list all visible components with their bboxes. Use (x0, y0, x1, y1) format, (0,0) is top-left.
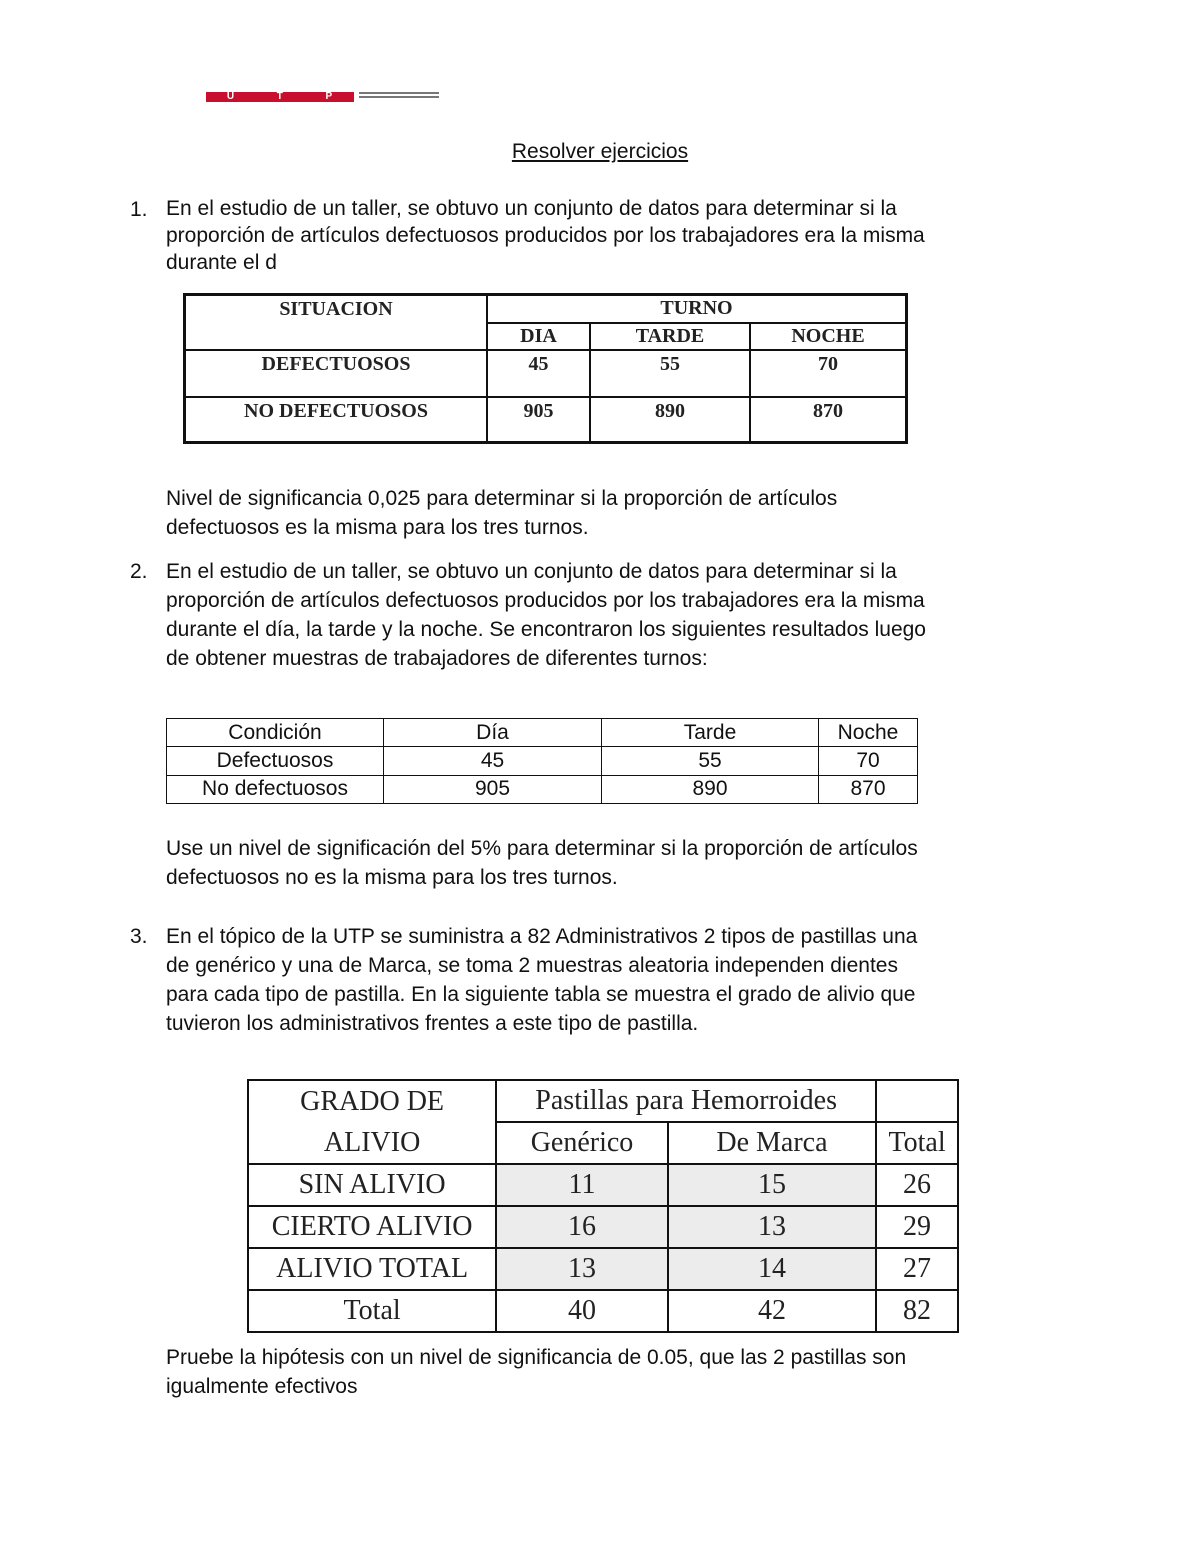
cell-value: 13 (668, 1206, 876, 1248)
cell-value: 15 (668, 1164, 876, 1206)
header-total: Total (876, 1122, 958, 1164)
exercise-3-instruction: Pruebe la hipótesis con un nivel de significancia de 0.05, que las 2 pastillas son igualmente efectivos (166, 1346, 907, 1398)
exercise-1-instruction: Nivel de significancia 0,025 para determinar si la proporción de artículos defectuosos es la misma para los tres turnos. (166, 487, 838, 539)
cell-value: 45 (384, 747, 602, 775)
exercise-3-text: En el tópico de la UTP se suministra a 82 Administrativos 2 tipos de pastillas una de genérico y una de Marca, se toma 2 muestras aleatoria independen dientes para cada tipo de pastilla. En la siguiente tabla se muestra el grado de alivio que tuvieron los administrativos frentes a este tipo de pastilla. (166, 925, 918, 1035)
exercise-1-number: 1. (130, 198, 148, 221)
logo-tagline (359, 92, 439, 100)
cell-value: 905 (487, 397, 590, 443)
header-situacion: SITUACION (185, 295, 488, 350)
cell-value: 11 (496, 1164, 668, 1206)
exercise-2-instruction: Use un nivel de significación del 5% para determinar si la proporción de artículos defectuosos no es la misma para los tres turnos. (166, 837, 918, 889)
cell-value: 905 (384, 775, 602, 803)
cell-value: 890 (602, 775, 819, 803)
exercise-2-table (166, 718, 918, 804)
cell-value: 27 (876, 1248, 958, 1290)
header-tarde: Tarde (602, 719, 819, 747)
header-noche: NOCHE (750, 323, 907, 350)
cell-value: 42 (668, 1290, 876, 1332)
header-turno: TURNO (487, 295, 907, 323)
cell-value: 16 (496, 1206, 668, 1248)
exercise-1-table (183, 293, 908, 444)
logo-letter: T (276, 91, 284, 102)
cell-value: 45 (487, 350, 590, 397)
cell-value: 55 (590, 350, 750, 397)
header-noche: Noche (819, 719, 918, 747)
cell-value: 870 (819, 775, 918, 803)
header-pastillas: Pastillas para Hemorroides (496, 1080, 876, 1122)
header-de-marca: De Marca (668, 1122, 876, 1164)
header-dia: Día (384, 719, 602, 747)
header-dia: DIA (487, 323, 590, 350)
cell-value: 40 (496, 1290, 668, 1332)
row-label: Defectuosos (167, 747, 384, 775)
page-title: Resolver ejercicios (511, 140, 689, 163)
header-condicion: Condición (167, 719, 384, 747)
cell-value: 82 (876, 1290, 958, 1332)
exercise-3-table (247, 1079, 959, 1333)
header-empty (876, 1080, 958, 1122)
cell-value: 14 (668, 1248, 876, 1290)
cell-value: 13 (496, 1248, 668, 1290)
logo-letter: P (325, 91, 334, 102)
cell-value: 26 (876, 1164, 958, 1206)
row-label: ALIVIO TOTAL (248, 1248, 496, 1290)
exercise-2-number: 2. (130, 560, 148, 583)
row-label: CIERTO ALIVIO (248, 1206, 496, 1248)
row-label: Total (248, 1290, 496, 1332)
exercise-1-text: En el estudio de un taller, se obtuvo un conjunto de datos para determinar si la proporción de artículos defectuosos producidos por los trabajadores era la misma durante el d (166, 197, 925, 274)
cell-value: 70 (750, 350, 907, 397)
row-label: DEFECTUOSOS (185, 350, 488, 397)
cell-value: 890 (590, 397, 750, 443)
row-label: No defectuosos (167, 775, 384, 803)
header-tarde: TARDE (590, 323, 750, 350)
exercise-2-text: En el estudio de un taller, se obtuvo un conjunto de datos para determinar si la proporción de artículos defectuosos producidos por los trabajadores era la misma durante el día, la tarde y la noche. Se encontraron los siguientes resultados luego de obtener muestras de trabajadores de diferentes turnos: (166, 560, 926, 670)
row-label: NO DEFECTUOSOS (185, 397, 488, 443)
header-grado-alivio: GRADO DE ALIVIO (248, 1080, 496, 1164)
row-label: SIN ALIVIO (248, 1164, 496, 1206)
logo-letter: U (226, 91, 236, 102)
cell-value: 55 (602, 747, 819, 775)
utp-logo (206, 92, 436, 104)
exercise-3-number: 3. (130, 925, 148, 948)
cell-value: 70 (819, 747, 918, 775)
cell-value: 870 (750, 397, 907, 443)
header-generico: Genérico (496, 1122, 668, 1164)
cell-value: 29 (876, 1206, 958, 1248)
